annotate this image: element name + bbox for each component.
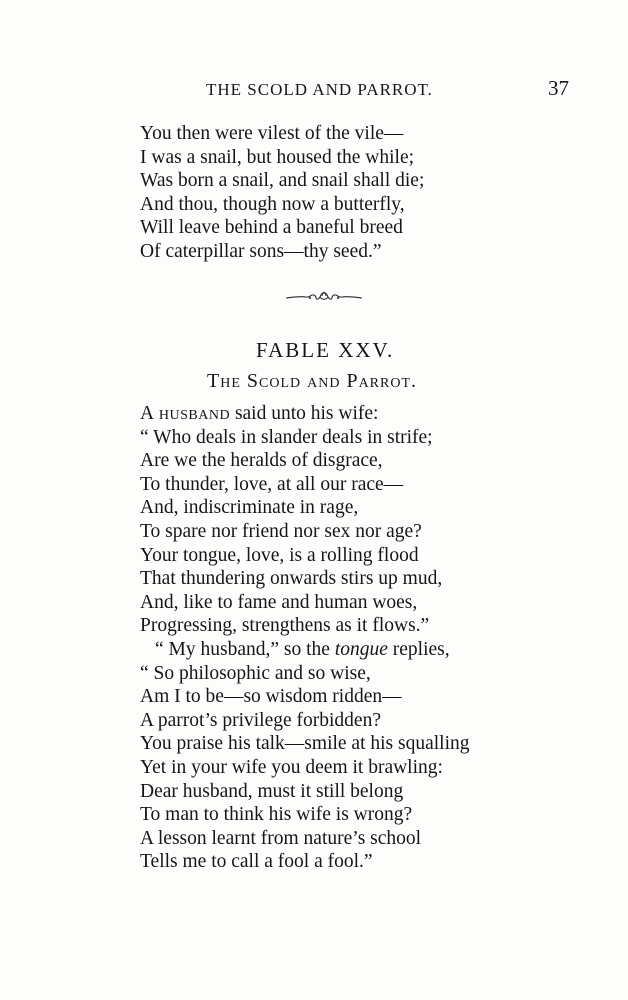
verse-line: Was born a snail, and snail shall die; <box>140 170 425 192</box>
verse-line: Dear husband, must it still belong <box>140 780 404 802</box>
running-title: THE SCOLD AND PARROT. <box>206 80 433 99</box>
verse-line: You praise his talk—smile at his squalling <box>140 733 470 755</box>
fable-number: FABLE XXV. <box>256 338 395 362</box>
verse-line: To man to think his wife is wrong? <box>140 804 413 826</box>
verse-line: To spare nor friend nor sex nor age? <box>140 520 422 542</box>
verse-line: Of caterpillar sons—thy seed.” <box>140 240 382 262</box>
verse-line: That thundering onwards stirs up mud, <box>140 568 443 590</box>
verse-line: “ Who deals in slander deals in strife; <box>140 426 433 448</box>
verse-line-rest: said unto his wife: <box>230 403 379 424</box>
verse-line: Your tongue, love, is a rolling flood <box>140 544 419 566</box>
reply-after: replies, <box>387 638 450 660</box>
verse-line: “ So philosophic and so wise, <box>140 662 371 684</box>
fable-verse <box>140 402 470 874</box>
verse-line: Are we the heralds of disgrace, <box>140 450 383 472</box>
verse-line: Yet in your wife you deem it brawling: <box>140 756 443 778</box>
verse-line: You then were vilest of the vile— <box>140 123 404 144</box>
verse-line: And thou, though now a butterfly, <box>140 193 405 215</box>
verse-line: Tells me to call a fool a fool.” <box>140 851 373 873</box>
verse-line: Will leave behind a baneful breed <box>140 217 403 239</box>
verse-line: Am I to be—so wisdom ridden— <box>140 686 402 708</box>
verse-line <box>140 638 470 662</box>
verse-line: A parrot’s privilege forbidden? <box>140 709 381 731</box>
page-number: 37 <box>548 76 569 100</box>
verse-line: I was a snail, but housed the while; <box>140 146 415 168</box>
lead-word: A husband <box>140 403 231 424</box>
reply-italic-word: tongue <box>334 638 388 660</box>
verse-line: To thunder, love, at all our race— <box>140 473 404 495</box>
fable-title: The Scold and Parrot. <box>207 370 418 392</box>
decorative-flourish-icon <box>284 288 364 306</box>
verse-line: A lesson learnt from nature’s school <box>140 827 422 849</box>
verse-line: And, like to fame and human woes, <box>140 591 418 613</box>
verse-line <box>140 402 470 426</box>
verse-line: And, indiscriminate in rage, <box>140 497 359 519</box>
previous-fable-ending <box>140 122 424 264</box>
verse-line: Progressing, strengthens as it flows.” <box>140 615 430 637</box>
reply-before: “ My husband,” so the <box>155 638 335 660</box>
